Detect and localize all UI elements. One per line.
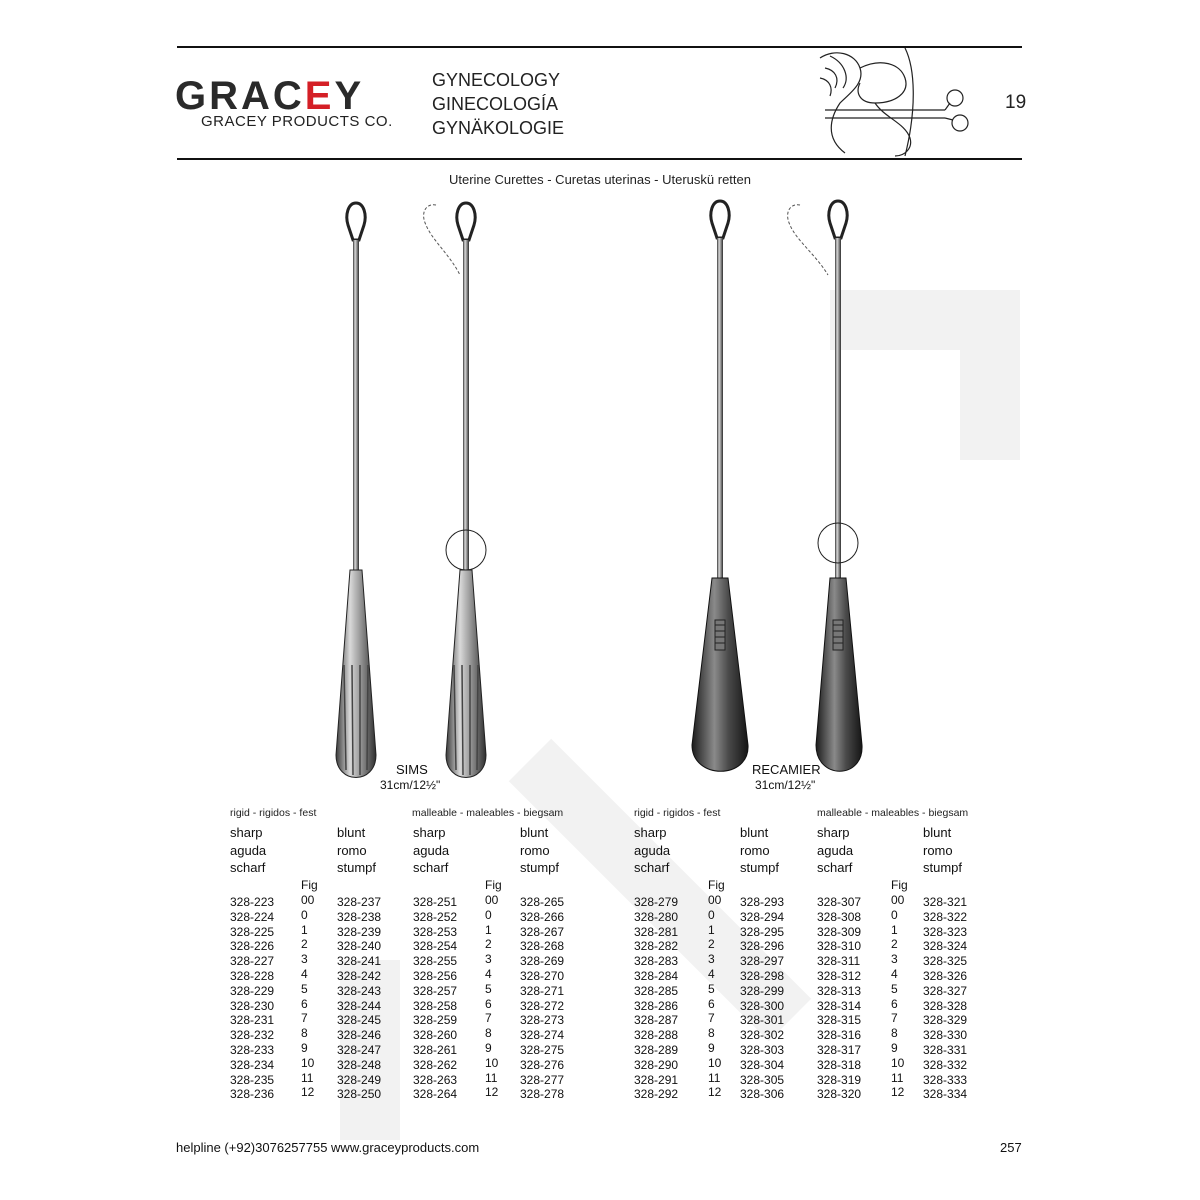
table-cell: 328-298 xyxy=(740,968,785,983)
table-cell: 328-246 xyxy=(337,1028,382,1043)
table-cell: 328-279 xyxy=(634,895,679,909)
table-cell: 328-256 xyxy=(413,968,458,983)
tip-type-sharp xyxy=(634,824,670,877)
table-cell: 328-303 xyxy=(740,1042,785,1057)
group-header: rigid - rigidos - fest xyxy=(230,807,317,819)
table-cell: 328-254 xyxy=(413,939,458,954)
table-cell: 11 xyxy=(891,1070,904,1085)
table-cell: 10 xyxy=(485,1055,499,1070)
table-cell: 328-240 xyxy=(337,939,382,954)
table-cell: 328-314 xyxy=(817,998,862,1013)
table-cell: 328-245 xyxy=(337,1013,382,1028)
table-cell: 328-292 xyxy=(634,1087,679,1102)
table-cell: 4 xyxy=(891,966,898,981)
table-cell: 1 xyxy=(301,922,308,937)
table-cell: 328-286 xyxy=(634,998,679,1013)
table-cell: 2 xyxy=(301,937,308,952)
sims-label: SIMS xyxy=(396,762,428,777)
table-cell: 328-280 xyxy=(634,909,679,924)
table-cell: 3 xyxy=(708,952,715,967)
tip-label: scharf xyxy=(634,860,670,875)
tip-label: stumpf xyxy=(520,860,560,875)
table-cell: 328-288 xyxy=(634,1028,679,1043)
fig-column xyxy=(891,893,904,1100)
table-cell: 00 xyxy=(485,893,499,907)
table-cell: 328-239 xyxy=(337,924,382,939)
table-cell: 328-238 xyxy=(337,909,382,924)
table-cell: 328-295 xyxy=(740,924,785,939)
recamier-rigid-curette xyxy=(692,201,748,771)
table-cell: 328-307 xyxy=(817,895,862,909)
table-cell: 328-270 xyxy=(520,968,565,983)
table-cell: 328-223 xyxy=(230,895,275,909)
tip-type-blunt xyxy=(337,824,376,877)
table-cell: 4 xyxy=(485,966,492,981)
table-cell: 11 xyxy=(485,1070,498,1085)
table-cell: 328-289 xyxy=(634,1042,679,1057)
table-cell: 8 xyxy=(708,1026,715,1041)
table-cell: 3 xyxy=(891,952,898,967)
table-cell: 328-323 xyxy=(923,924,968,939)
table-cell: 328-311 xyxy=(817,954,861,969)
table-cell: 328-242 xyxy=(337,968,382,983)
tip-label: aguda xyxy=(817,842,854,858)
tip-label: stumpf xyxy=(740,860,780,875)
recamier-label: RECAMIER xyxy=(752,762,821,777)
table-cell: 328-244 xyxy=(337,998,382,1013)
table-cell: 328-312 xyxy=(817,968,862,983)
fig-column xyxy=(708,893,721,1100)
code-column xyxy=(817,895,861,1102)
table-cell: 2 xyxy=(708,937,715,952)
table-cell: 328-228 xyxy=(230,968,275,983)
table-cell: 328-251 xyxy=(413,895,458,909)
table-cell: 328-235 xyxy=(230,1072,275,1087)
group-header: malleable - maleables - biegsam xyxy=(817,807,969,819)
table-cell: 328-255 xyxy=(413,954,458,969)
table-cell: 328-332 xyxy=(923,1057,968,1072)
tip-label: scharf xyxy=(817,860,853,875)
table-cell: 328-253 xyxy=(413,924,458,939)
table-cell: 328-297 xyxy=(740,954,785,969)
table-cell: 328-275 xyxy=(520,1042,565,1057)
sims-malleable-curette xyxy=(424,203,486,778)
table-cell: 328-248 xyxy=(337,1057,382,1072)
table-cell: 328-316 xyxy=(817,1028,862,1043)
footer-page-number: 257 xyxy=(1000,1140,1022,1155)
table-cell: 328-317 xyxy=(817,1042,862,1057)
table-cell: 5 xyxy=(485,981,492,996)
tip-label: sharp xyxy=(817,825,850,840)
table-cell: 328-310 xyxy=(817,939,862,954)
table-cell: 328-250 xyxy=(337,1087,382,1102)
table-cell: 328-282 xyxy=(634,939,679,954)
table-cell: 9 xyxy=(485,1040,492,1055)
code-column xyxy=(520,895,564,1102)
table-cell: 0 xyxy=(485,907,492,922)
table-cell: 7 xyxy=(891,1011,898,1026)
tip-label: romo xyxy=(923,842,953,858)
tip-type-sharp xyxy=(230,824,266,877)
table-cell: 2 xyxy=(485,937,492,952)
table-cell: 328-271 xyxy=(520,983,565,998)
sims-rigid-curette xyxy=(336,203,376,778)
table-cell: 328-331 xyxy=(923,1042,968,1057)
table-cell: 00 xyxy=(301,893,315,907)
table-cell: 5 xyxy=(301,981,308,996)
table-cell: 328-329 xyxy=(923,1013,968,1028)
table-cell: 328-278 xyxy=(520,1087,565,1102)
table-cell: 9 xyxy=(891,1040,898,1055)
table-cell: 10 xyxy=(891,1055,905,1070)
table-cell: 6 xyxy=(485,996,492,1011)
table-cell: 328-229 xyxy=(230,983,275,998)
table-cell: 328-301 xyxy=(740,1013,785,1028)
table-cell: 0 xyxy=(891,907,898,922)
table-cell: 0 xyxy=(301,907,308,922)
table-cell: 11 xyxy=(301,1070,314,1085)
table-cell: 328-249 xyxy=(337,1072,382,1087)
tip-label: blunt xyxy=(520,825,549,840)
table-cell: 8 xyxy=(891,1026,898,1041)
table-cell: 6 xyxy=(301,996,308,1011)
table-cell: 328-225 xyxy=(230,924,275,939)
table-cell: 328-274 xyxy=(520,1028,565,1043)
anatomy-illustration xyxy=(805,48,990,158)
table-cell: 328-324 xyxy=(923,939,968,954)
table-cell: 328-333 xyxy=(923,1072,968,1087)
table-cell: 8 xyxy=(301,1026,308,1041)
fig-header: Fig xyxy=(301,878,318,892)
sims-size: 31cm/12½" xyxy=(380,778,441,792)
table-cell: 328-262 xyxy=(413,1057,458,1072)
table-cell: 328-263 xyxy=(413,1072,458,1087)
tip-label: romo xyxy=(520,842,550,858)
table-cell: 328-266 xyxy=(520,909,565,924)
table-cell: 328-322 xyxy=(923,909,968,924)
table-cell: 12 xyxy=(891,1085,905,1100)
table-cell: 00 xyxy=(708,893,722,907)
tip-label: blunt xyxy=(923,825,952,840)
table-cell: 328-328 xyxy=(923,998,968,1013)
tip-label: romo xyxy=(337,842,367,858)
table-cell: 9 xyxy=(708,1040,715,1055)
tip-label: aguda xyxy=(230,842,267,858)
section-number: 19 xyxy=(1005,92,1027,113)
table-cell: 328-277 xyxy=(520,1072,565,1087)
header-bottom-rule xyxy=(177,158,1022,160)
table-cell: 8 xyxy=(485,1026,492,1041)
table-cell: 328-265 xyxy=(520,895,565,909)
table-cell: 328-313 xyxy=(817,983,862,998)
table-cell: 328-236 xyxy=(230,1087,275,1102)
code-column xyxy=(337,895,381,1102)
table-cell: 328-330 xyxy=(923,1028,968,1043)
table-cell: 328-276 xyxy=(520,1057,565,1072)
table-cell: 328-258 xyxy=(413,998,458,1013)
product-subtitle: Uterine Curettes - Curetas uterinas - Uteruskü retten xyxy=(448,172,751,187)
table-cell: 328-257 xyxy=(413,983,458,998)
code-column xyxy=(230,895,274,1102)
table-cell: 328-308 xyxy=(817,909,862,924)
code-column xyxy=(413,895,457,1102)
table-cell: 328-224 xyxy=(230,909,275,924)
tip-label: romo xyxy=(740,842,770,858)
table-cell: 328-299 xyxy=(740,983,785,998)
fig-column xyxy=(485,893,498,1100)
table-cell: 328-260 xyxy=(413,1028,458,1043)
table-cell: 328-291 xyxy=(634,1072,679,1087)
table-cell: 328-306 xyxy=(740,1087,785,1102)
table-cell: 328-283 xyxy=(634,954,679,969)
table-cell: 11 xyxy=(708,1070,721,1085)
table-cell: 2 xyxy=(891,937,898,952)
table-cell: 328-334 xyxy=(923,1087,968,1102)
tip-label: stumpf xyxy=(337,860,377,875)
table-cell: 10 xyxy=(708,1055,722,1070)
table-cell: 328-226 xyxy=(230,939,275,954)
table-cell: 328-261 xyxy=(413,1042,458,1057)
table-cell: 328-268 xyxy=(520,939,565,954)
table-cell: 4 xyxy=(301,966,308,981)
table-cell: 328-287 xyxy=(634,1013,679,1028)
table-cell: 328-272 xyxy=(520,998,565,1013)
table-cell: 7 xyxy=(485,1011,492,1026)
table-cell: 328-315 xyxy=(817,1013,862,1028)
tip-type-blunt xyxy=(740,824,779,877)
tip-label: aguda xyxy=(413,842,450,858)
table-cell: 328-267 xyxy=(520,924,565,939)
table-cell: 328-232 xyxy=(230,1028,275,1043)
table-cell: 12 xyxy=(485,1085,499,1100)
table-cell: 6 xyxy=(891,996,898,1011)
table-cell: 12 xyxy=(301,1085,315,1100)
table-cell: 328-304 xyxy=(740,1057,785,1072)
table-cell: 328-325 xyxy=(923,954,968,969)
tip-type-sharp xyxy=(413,824,449,877)
table-cell: 4 xyxy=(708,966,715,981)
fig-header: Fig xyxy=(891,878,908,892)
table-cell: 12 xyxy=(708,1085,722,1100)
tip-label: scharf xyxy=(230,860,266,875)
table-cell: 328-285 xyxy=(634,983,679,998)
fig-column xyxy=(301,893,314,1100)
tip-label: sharp xyxy=(634,825,667,840)
table-cell: 328-326 xyxy=(923,968,968,983)
table-cell: 328-259 xyxy=(413,1013,458,1028)
brand-logo: GRACEY xyxy=(175,74,365,118)
table-cell: 328-309 xyxy=(817,924,862,939)
group-header: rigid - rigidos - fest xyxy=(634,807,721,819)
table-cell: 328-231 xyxy=(230,1013,275,1028)
table-cell: 328-252 xyxy=(413,909,458,924)
category-en: GYNECOLOGY xyxy=(432,70,561,90)
table-cell: 1 xyxy=(485,922,492,937)
tip-label: stumpf xyxy=(923,860,963,875)
table-cell: 328-305 xyxy=(740,1072,785,1087)
table-cell: 328-230 xyxy=(230,998,275,1013)
tip-type-blunt xyxy=(923,824,962,877)
table-cell: 9 xyxy=(301,1040,308,1055)
table-cell: 328-327 xyxy=(923,983,968,998)
table-cell: 328-320 xyxy=(817,1087,862,1102)
table-cell: 328-264 xyxy=(413,1087,458,1102)
table-cell: 00 xyxy=(891,893,905,907)
table-cell: 328-296 xyxy=(740,939,785,954)
recamier-size: 31cm/12½" xyxy=(755,778,816,792)
table-cell: 6 xyxy=(708,996,715,1011)
fig-header: Fig xyxy=(485,878,502,892)
table-cell: 1 xyxy=(708,922,715,937)
curette-drawings xyxy=(300,195,920,795)
table-cell: 328-281 xyxy=(634,924,679,939)
category-de: GYNÄKOLOGIE xyxy=(432,118,565,138)
table-cell: 328-233 xyxy=(230,1042,275,1057)
table-cell: 0 xyxy=(708,907,715,922)
table-cell: 328-247 xyxy=(337,1042,382,1057)
table-cell: 328-318 xyxy=(817,1057,862,1072)
table-cell: 328-293 xyxy=(740,895,785,909)
table-cell: 328-234 xyxy=(230,1057,275,1072)
tip-label: aguda xyxy=(634,842,671,858)
group-header: malleable - maleables - biegsam xyxy=(412,807,564,819)
tip-label: scharf xyxy=(413,860,449,875)
fig-header: Fig xyxy=(708,878,725,892)
code-column xyxy=(923,895,967,1102)
table-cell: 328-273 xyxy=(520,1013,565,1028)
table-cell: 328-302 xyxy=(740,1028,785,1043)
table-cell: 328-241 xyxy=(337,954,382,969)
table-cell: 1 xyxy=(891,922,898,937)
table-cell: 3 xyxy=(485,952,492,967)
table-cell: 5 xyxy=(708,981,715,996)
table-cell: 328-319 xyxy=(817,1072,862,1087)
tip-type-sharp xyxy=(817,824,853,877)
table-cell: 328-294 xyxy=(740,909,785,924)
tip-type-blunt xyxy=(520,824,559,877)
table-cell: 328-243 xyxy=(337,983,382,998)
company-name: GRACEY PRODUCTS CO. xyxy=(201,113,393,130)
table-cell: 10 xyxy=(301,1055,315,1070)
table-cell: 3 xyxy=(301,952,308,967)
table-cell: 328-290 xyxy=(634,1057,679,1072)
recamier-malleable-curette xyxy=(788,201,862,771)
category-es: GINECOLOGÍA xyxy=(432,94,559,114)
table-cell: 7 xyxy=(301,1011,308,1026)
tip-label: sharp xyxy=(413,825,446,840)
table-cell: 328-269 xyxy=(520,954,565,969)
table-cell: 328-227 xyxy=(230,954,275,969)
table-cell: 328-284 xyxy=(634,968,679,983)
code-column xyxy=(634,895,678,1102)
table-cell: 328-321 xyxy=(923,895,968,909)
code-column xyxy=(740,895,784,1102)
tip-label: blunt xyxy=(337,825,366,840)
table-cell: 7 xyxy=(708,1011,715,1026)
tip-label: blunt xyxy=(740,825,769,840)
footer-helpline: helpline (+92)3076257755 www.graceyproducts.com xyxy=(176,1140,480,1155)
table-cell: 328-300 xyxy=(740,998,785,1013)
table-cell: 328-237 xyxy=(337,895,382,909)
table-cell: 5 xyxy=(891,981,898,996)
tip-label: sharp xyxy=(230,825,263,840)
